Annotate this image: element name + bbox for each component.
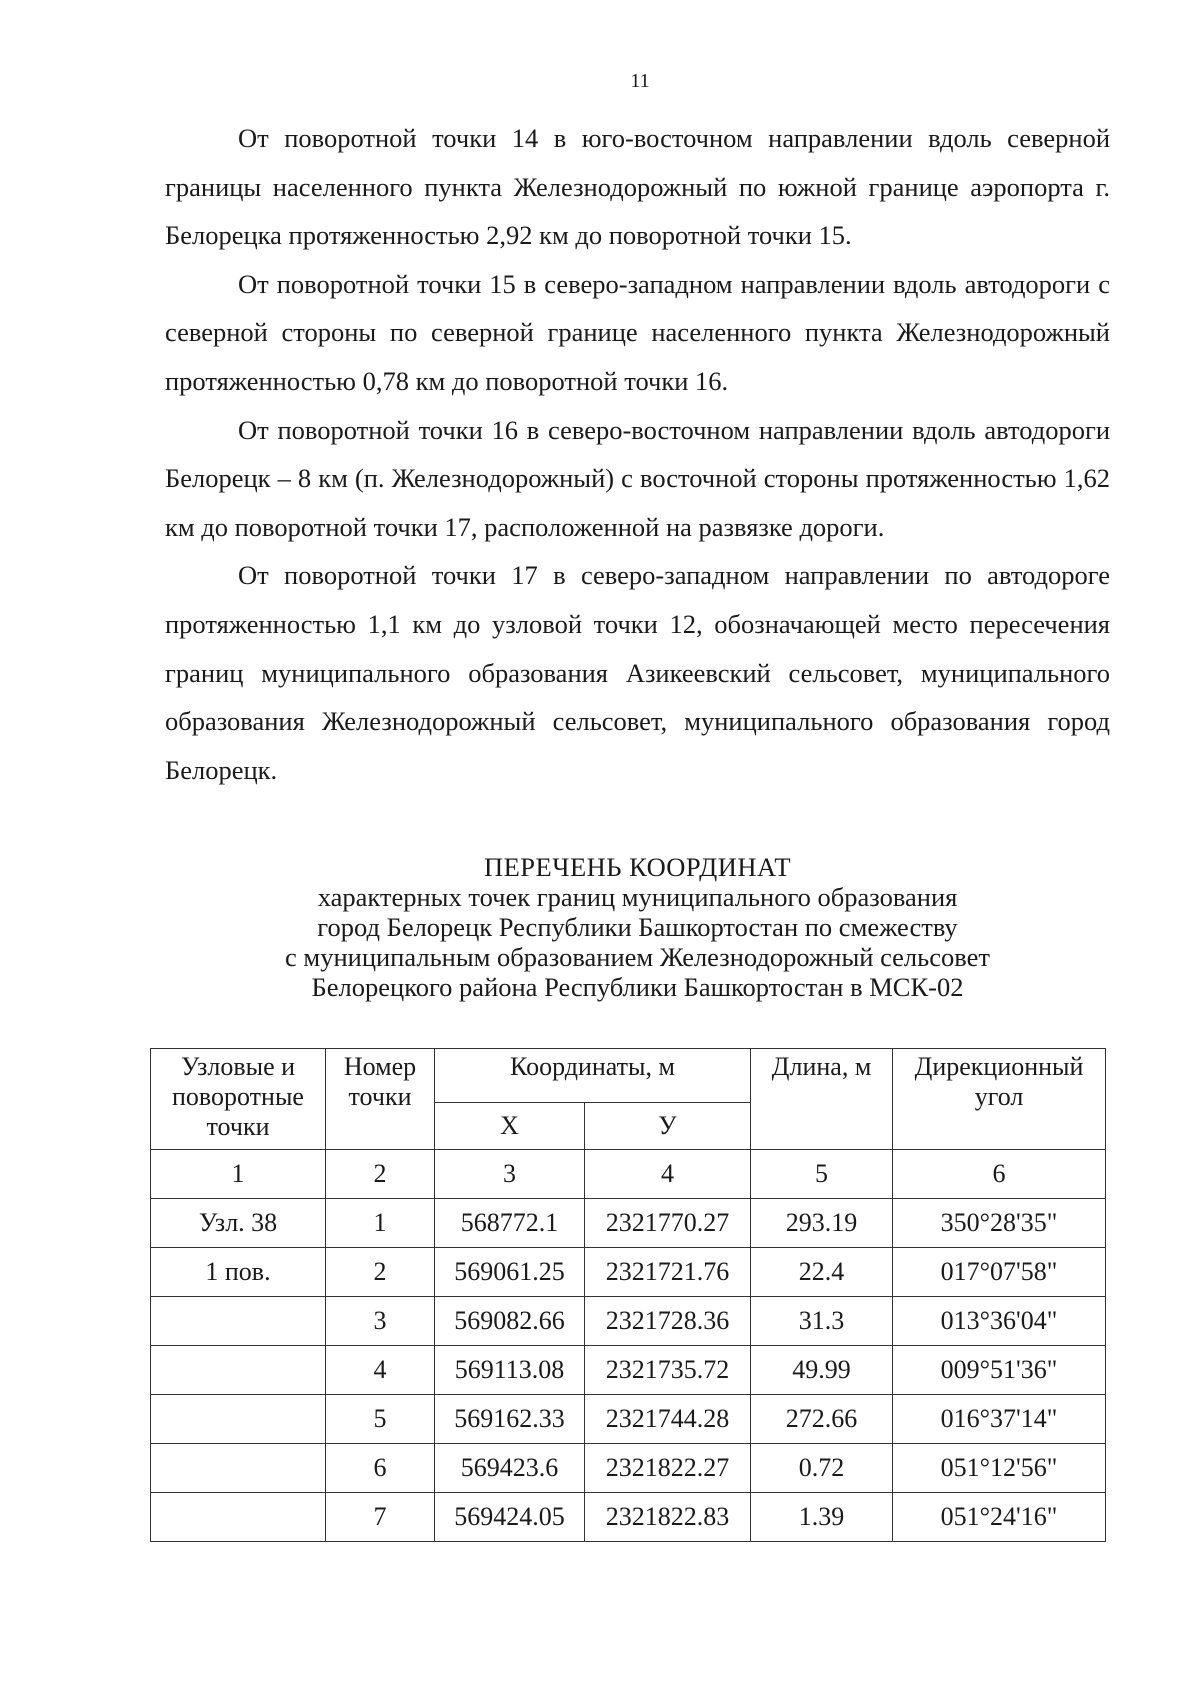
cell-number: 4 bbox=[326, 1346, 435, 1395]
cell-y: 2321744.28 bbox=[585, 1395, 751, 1444]
header-y: У bbox=[585, 1103, 751, 1150]
heading-title: ПЕРЕЧЕНЬ КООРДИНАТ bbox=[483, 852, 792, 882]
paragraph: От поворотной точки 14 в юго-восточном направлении вдоль северной границы населенного пункта Железнодорожный по южной границе аэропорта г. Белорецка протяженностью 2,92 км до поворотной точки 15. bbox=[165, 123, 1110, 251]
column-number: 5 bbox=[751, 1150, 893, 1199]
cell-y: 2321721.76 bbox=[585, 1248, 751, 1297]
column-number: 6 bbox=[893, 1150, 1106, 1199]
header-coords: Координаты, м bbox=[435, 1049, 751, 1103]
cell-node bbox=[151, 1444, 326, 1493]
cell-number: 6 bbox=[326, 1444, 435, 1493]
paragraph: От поворотной точки 15 в северо-западном направлении вдоль автодороги с северной стороны по северной границе населенного пункта Железнодорожный протяженностью 0,78 км до поворотной точки 16. bbox=[165, 268, 1110, 396]
header-angle: Дирекционный угол bbox=[893, 1049, 1106, 1150]
cell-number: 3 bbox=[326, 1297, 435, 1346]
cell-angle: 017°07'58" bbox=[893, 1248, 1106, 1297]
cell-y: 2321822.83 bbox=[585, 1493, 751, 1542]
cell-x: 569061.25 bbox=[435, 1248, 585, 1297]
cell-y: 2321728.36 bbox=[585, 1297, 751, 1346]
header-nodes: Узловые и поворотные точки bbox=[151, 1049, 326, 1150]
page-number: 11 bbox=[630, 70, 650, 92]
header-x: X bbox=[435, 1103, 585, 1150]
table-row bbox=[151, 1346, 1106, 1395]
cell-length: 49.99 bbox=[751, 1346, 893, 1395]
column-number: 2 bbox=[326, 1150, 435, 1199]
cell-angle: 013°36'04" bbox=[893, 1297, 1106, 1346]
cell-angle: 051°12'56" bbox=[893, 1444, 1106, 1493]
header-number: Номер точки bbox=[326, 1049, 435, 1150]
paragraph: От поворотной точки 16 в северо-восточном направлении вдоль автодороги Белорецк – 8 км (п. Железнодорожный) с восточной стороны протяженностью 1,62 км до поворотной точки 17, расположенной на развязке дороги. bbox=[165, 414, 1110, 542]
table-row bbox=[151, 1248, 1106, 1297]
cell-angle: 016°37'14" bbox=[893, 1395, 1106, 1444]
column-number: 4 bbox=[585, 1150, 751, 1199]
cell-node bbox=[151, 1493, 326, 1542]
cell-node: Узл. 38 bbox=[151, 1199, 326, 1248]
cell-number: 1 bbox=[326, 1199, 435, 1248]
cell-angle: 051°24'16" bbox=[893, 1493, 1106, 1542]
cell-length: 22.4 bbox=[751, 1248, 893, 1297]
coordinates-table bbox=[150, 1048, 1106, 1542]
table-row bbox=[151, 1199, 1106, 1248]
column-number: 3 bbox=[435, 1150, 585, 1199]
heading-line: характерных точек границ муниципального образования bbox=[317, 882, 958, 912]
cell-number: 5 bbox=[326, 1395, 435, 1444]
cell-x: 569162.33 bbox=[435, 1395, 585, 1444]
cell-y: 2321822.27 bbox=[585, 1444, 751, 1493]
cell-angle: 009°51'36" bbox=[893, 1346, 1106, 1395]
cell-node bbox=[151, 1395, 326, 1444]
column-number: 1 bbox=[151, 1150, 326, 1199]
cell-node: 1 пов. bbox=[151, 1248, 326, 1297]
cell-number: 7 bbox=[326, 1493, 435, 1542]
cell-x: 569423.6 bbox=[435, 1444, 585, 1493]
heading-line: Белорецкого района Республики Башкортостан в МСК-02 bbox=[311, 972, 964, 1002]
cell-y: 2321770.27 bbox=[585, 1199, 751, 1248]
cell-x: 569424.05 bbox=[435, 1493, 585, 1542]
table-row bbox=[151, 1297, 1106, 1346]
table-row bbox=[151, 1395, 1106, 1444]
table-row bbox=[151, 1493, 1106, 1542]
cell-number: 2 bbox=[326, 1248, 435, 1297]
cell-length: 272.66 bbox=[751, 1395, 893, 1444]
cell-node bbox=[151, 1346, 326, 1395]
cell-length: 1.39 bbox=[751, 1493, 893, 1542]
cell-node bbox=[151, 1297, 326, 1346]
heading-line: с муниципальным образованием Железнодорожный сельсовет bbox=[285, 942, 990, 972]
coordinates-heading bbox=[165, 852, 1110, 1002]
header-length: Длина, м bbox=[751, 1049, 893, 1150]
column-number-row bbox=[151, 1150, 1106, 1199]
cell-x: 568772.1 bbox=[435, 1199, 585, 1248]
cell-length: 31.3 bbox=[751, 1297, 893, 1346]
cell-angle: 350°28'35" bbox=[893, 1199, 1106, 1248]
heading-line: город Белорецк Республики Башкортостан по смежеству bbox=[317, 912, 958, 942]
table-row bbox=[151, 1444, 1106, 1493]
table-header-row bbox=[151, 1049, 1106, 1103]
cell-x: 569113.08 bbox=[435, 1346, 585, 1395]
paragraph: От поворотной точки 17 в северо-западном направлении по автодороге протяженностью 1,1 км до узловой точки 12, обозначающей место пересечения границ муниципального образования Азикеевский сельсовет, муниципального образования Железнодорожный сельсовет, муниципального образования город Белорецк. bbox=[165, 560, 1110, 785]
cell-length: 0.72 bbox=[751, 1444, 893, 1493]
cell-x: 569082.66 bbox=[435, 1297, 585, 1346]
body-text bbox=[165, 114, 1110, 794]
cell-length: 293.19 bbox=[751, 1199, 893, 1248]
cell-y: 2321735.72 bbox=[585, 1346, 751, 1395]
